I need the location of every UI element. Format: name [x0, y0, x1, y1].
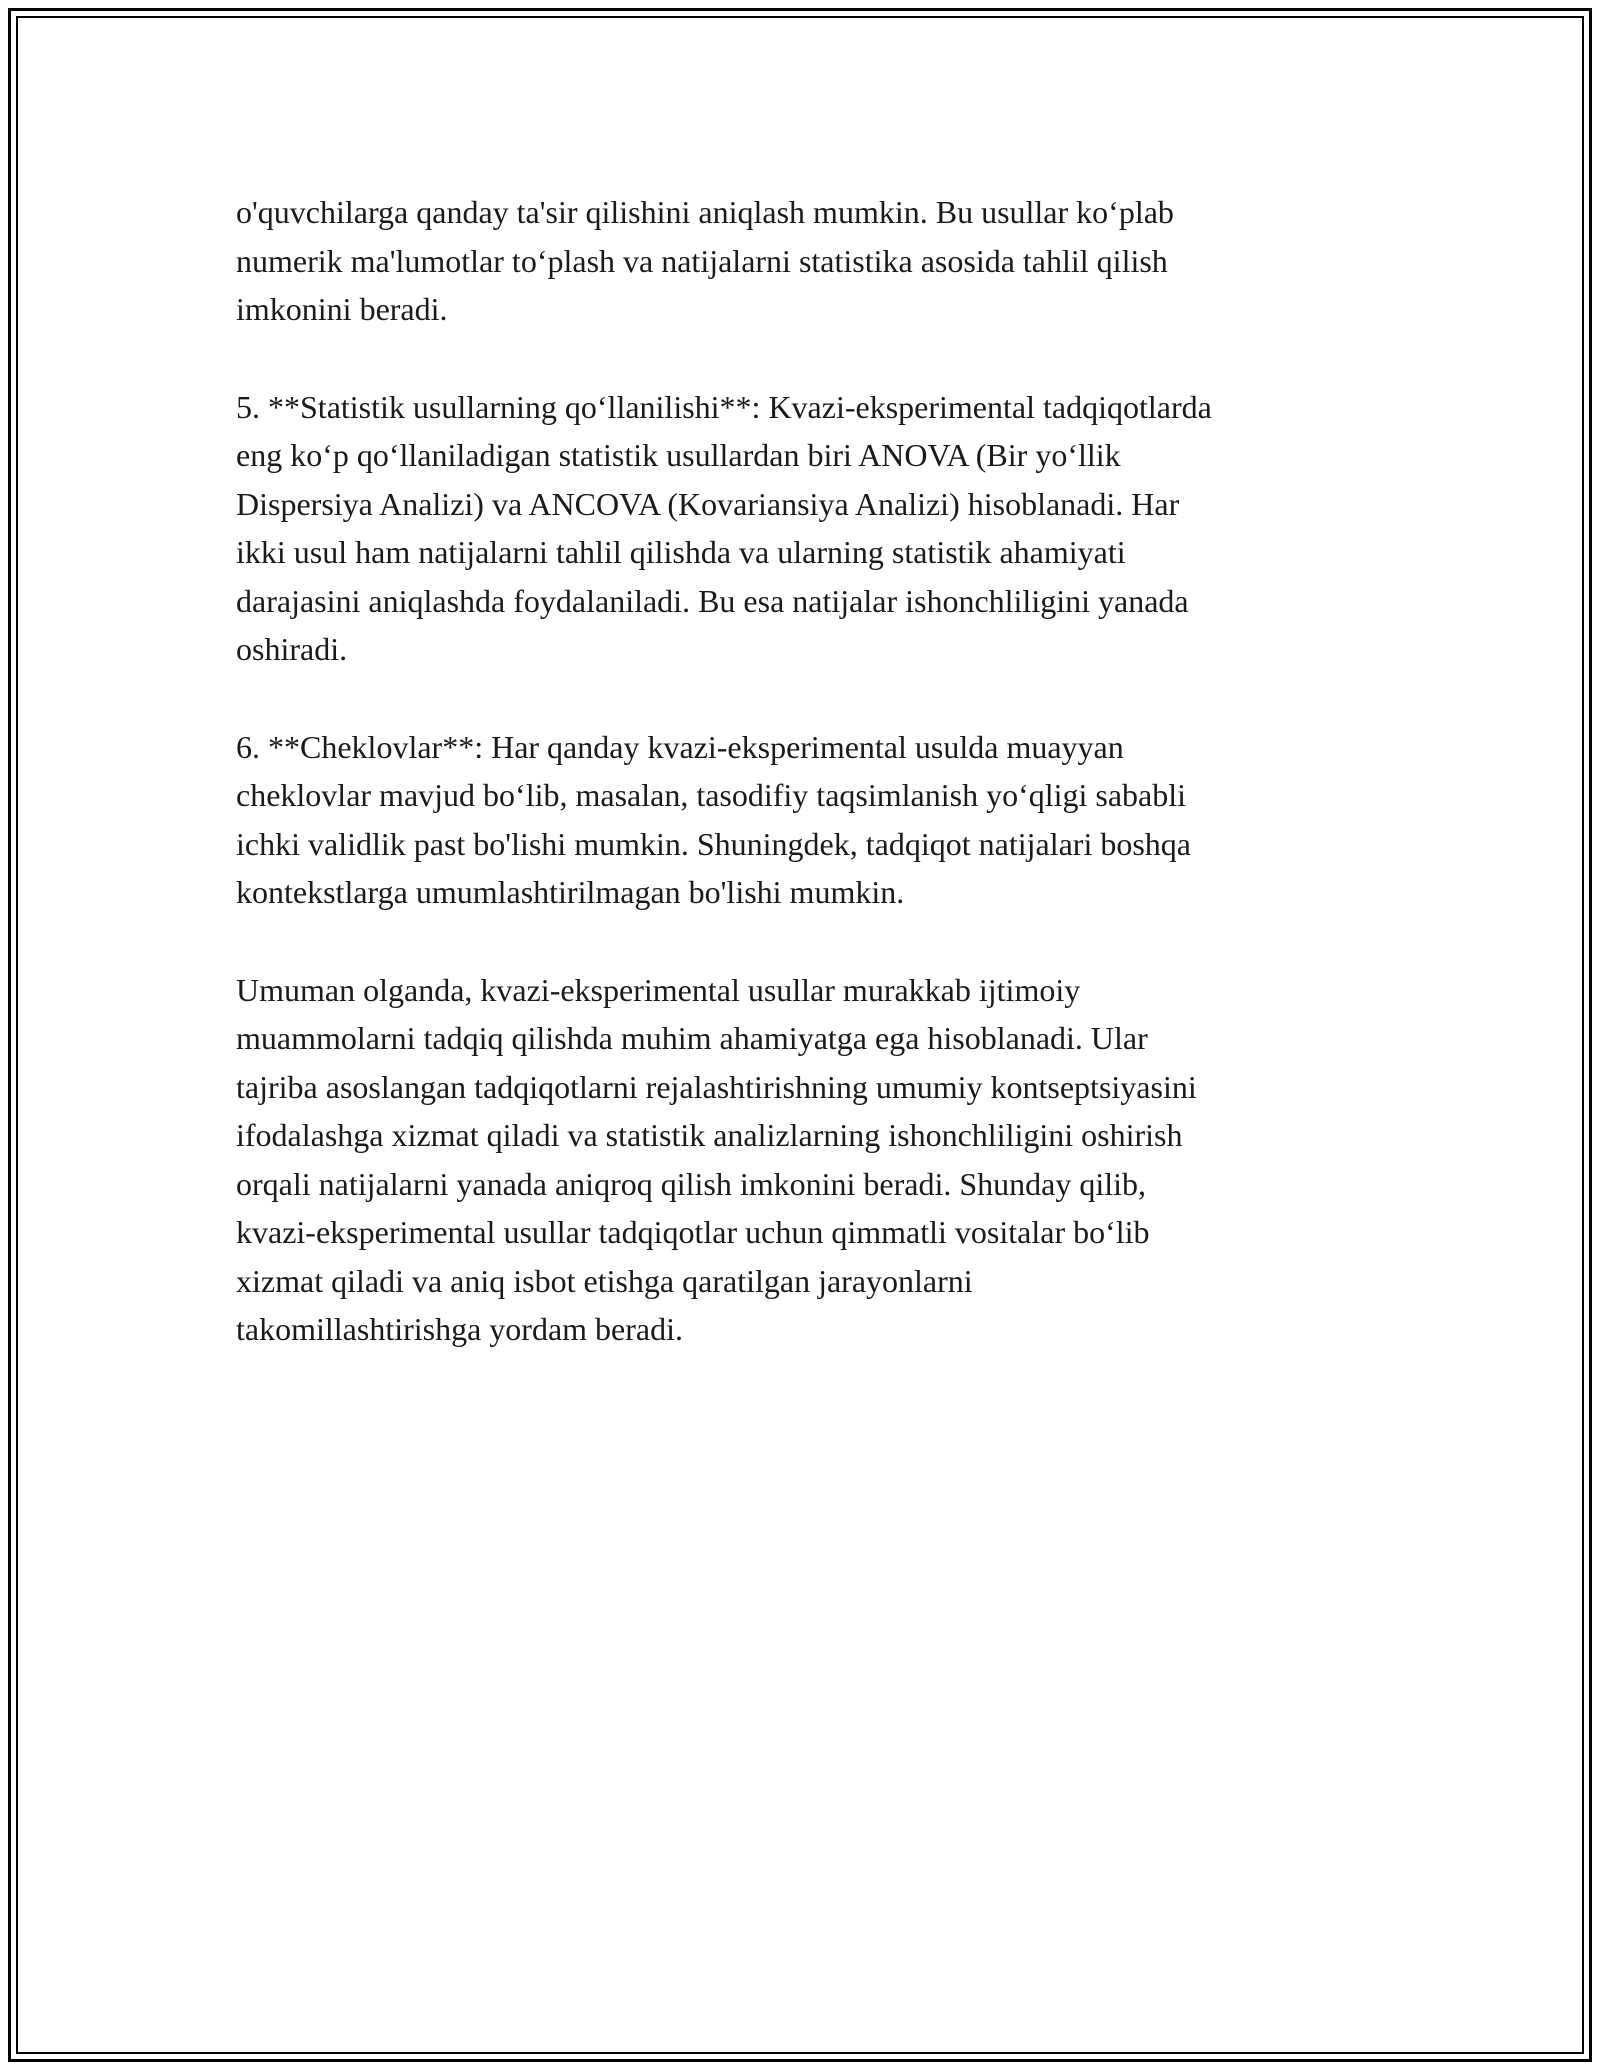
document-body [236, 188, 1376, 1403]
paragraph-limitations: 6. **Cheklovlar**: Har qanday kvazi-eksperimental usulda muayyan cheklovlar mavjud bo‘lib, masalan, tasodifiy taqsimlanish yo‘qligi sababli ichki validlik past bo'lishi mumkin. Shuningdek, tadqiqot natijalari boshqa kontekstlarga umumlashtirilmagan bo'lishi mumkin. [236, 728, 1191, 910]
paragraph-statistical-methods: 5. **Statistik usullarning qo‘llanilishi**: Kvazi-eksperimental tadqiqotlarda eng ko‘p qo‘llaniladigan statistik usullardan biri ANOVA (Bir yo‘llik Dispersiya Analizi) va ANCOVA (Kovariansiya Analizi) hisoblanadi. Har ikki usul ham natijalarni tahlil qilishda va ularning statistik ahamiyati darajasini aniqlashda foydalaniladi. Bu esa natijalar ishonchliligini yanada oshiradi. [236, 388, 1212, 667]
paragraph-continuation: o'quvchilarga qanday ta'sir qilishini aniqlash mumkin. Bu usullar ko‘plab numerik ma'lumotlar to‘plash va natijalarni statistika asosida tahlil qilish imkonini beradi. [236, 194, 1174, 327]
paragraph-conclusion: Umuman olganda, kvazi-eksperimental usullar murakkab ijtimoiy muammolarni tadqiq qilishda muhim ahamiyatga ega hisoblanadi. Ular tajriba asoslangan tadqiqotlarni rejalashtirishning umumiy kontseptsiyasini ifodalashga xizmat qiladi va statistik analizlarning ishonchliligini oshirish orqali natijalarni yanada aniqroq qilish imkonini beradi. Shunday qilib, kvazi-eksperimental usullar tadqiqotlar uchun qimmatli vositalar bo‘lib xizmat qiladi va aniq isbot etishga qaratilgan jarayonlarni takomillashtirishga yordam beradi. [236, 971, 1197, 1347]
